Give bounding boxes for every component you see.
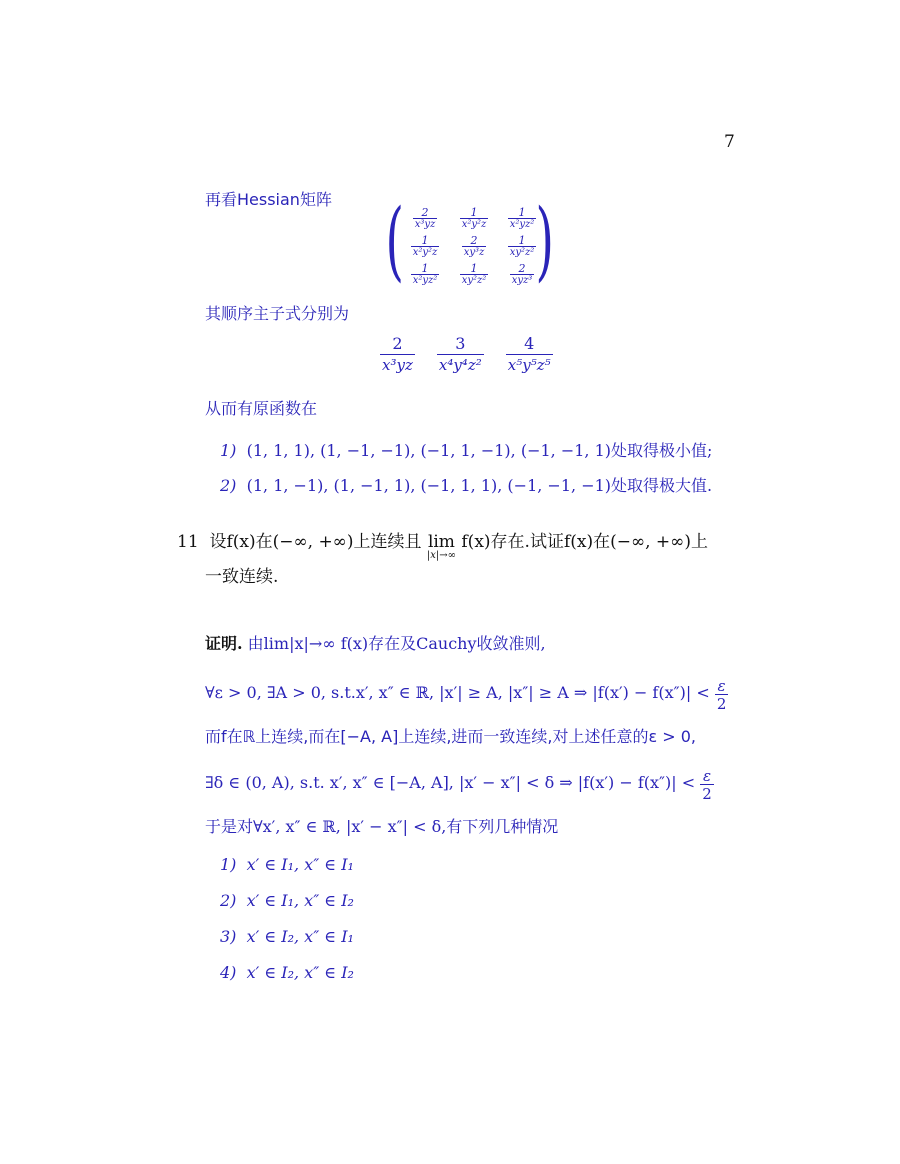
problem-part2: f(x)存在.试证f(x)在(−∞, +∞)上: [461, 532, 708, 552]
matrix-entry: [400, 232, 450, 260]
matrix-entry: [450, 232, 498, 260]
matrix-entry-numerator: 2: [421, 205, 429, 219]
problem-part1: 设f(x)在(−∞, +∞)上连续且: [209, 532, 422, 552]
matrix-entry-denominator: x²yz²: [412, 274, 438, 286]
matrix-entry-numerator: 1: [470, 205, 478, 219]
matrix-entry-denominator: x²y²z: [412, 246, 438, 258]
minors-intro: 其顺序主子式分别为: [205, 304, 350, 323]
principal-minors: [380, 334, 553, 375]
minor-numerator: 3: [455, 334, 466, 353]
case-2: 2) x′ ∈ I₁, x″ ∈ I₂: [220, 891, 354, 910]
hessian-matrix: [385, 191, 555, 292]
hessian-intro: 再看Hessian矩阵: [205, 190, 332, 209]
matrix-grid: [400, 204, 546, 288]
matrix-entry-denominator: xy²z²: [461, 274, 487, 286]
matrix-entry-denominator: x²y²z: [461, 218, 487, 230]
proof-line1: 证明. 由lim|x|→∞ f(x)存在及Cauchy收敛准则,: [205, 634, 546, 653]
proof-line3: 而f在ℝ上连续,而在[−A, A]上连续,进而一致连续,对上述任意的ε > 0,: [205, 727, 697, 746]
proof-line5: 于是对∀x′, x″ ∈ ℝ, |x′ − x″| < δ,有下列几种情况: [205, 817, 559, 836]
minor-fraction: [437, 334, 484, 375]
epsilon-half-1: $\frac{\varepsilon}{2}$: [716, 677, 727, 713]
matrix-entry-numerator: 1: [421, 261, 429, 275]
case-1: 1) x′ ∈ I₁, x″ ∈ I₁: [220, 855, 354, 874]
minor-fraction: [380, 334, 415, 375]
minor-numerator: 2: [392, 334, 403, 353]
matrix-entry-denominator: xy³z: [463, 246, 485, 258]
matrix-entry: [400, 204, 450, 232]
proof-line4: ∃δ ∈ (0, A), s.t. x′, x″ ∈ [−A, A], |x′ − x″| < δ ⇒ |f(x′) − f(x″)| < $\frac{\varepsilon}{2}$: [205, 767, 712, 803]
matrix-entry-numerator: 1: [518, 233, 526, 247]
problem-line2: 一致连续.: [205, 567, 279, 587]
minor-fraction: [506, 334, 553, 375]
matrix-entry-numerator: 1: [518, 205, 526, 219]
case-3: 3) x′ ∈ I₂, x″ ∈ I₁: [220, 927, 354, 946]
matrix-entry-denominator: x³yz: [414, 218, 436, 230]
matrix-entry: [400, 260, 450, 288]
matrix-entry-denominator: xy²z²: [509, 246, 535, 258]
minor-numerator: 4: [524, 334, 535, 353]
case-4: 4) x′ ∈ I₂, x″ ∈ I₂: [220, 963, 354, 982]
right-paren: ): [535, 191, 555, 291]
matrix-entry-denominator: xyz³: [511, 274, 533, 286]
conclusion-intro: 从而有原函数在: [205, 399, 318, 418]
minor-denominator: x⁵y⁵z⁵: [507, 356, 551, 374]
matrix-entry-numerator: 1: [421, 233, 429, 247]
left-paren: (: [385, 191, 405, 291]
epsilon-half-2: $\frac{\varepsilon}{2}$: [702, 767, 712, 803]
extremum-min: 1) (1, 1, 1), (1, −1, −1), (−1, 1, −1), (−1, −1, 1)处取得极小值;: [220, 441, 713, 460]
matrix-entry-numerator: 2: [470, 233, 478, 247]
matrix-entry-denominator: x²yz²: [509, 218, 535, 230]
problem-number: 11: [177, 532, 199, 552]
limit-operator: lim |x|→∞: [426, 531, 456, 561]
matrix-entry: [450, 260, 498, 288]
matrix-entry-numerator: 1: [470, 261, 478, 275]
extremum-max: 2) (1, 1, −1), (1, −1, 1), (−1, 1, 1), (−1, −1, −1)处取得极大值.: [220, 476, 713, 495]
problem-statement: [177, 527, 708, 561]
page-number: 7: [724, 132, 735, 152]
matrix-entry: [450, 204, 498, 232]
minor-denominator: x³yz: [382, 356, 413, 374]
proof-line2: ∀ε > 0, ∃A > 0, s.t.x′, x″ ∈ ℝ, |x′| ≥ A, |x″| ≥ A ⇒ |f(x′) − f(x″)| < $\frac{\varepsilon}{2}$: [205, 677, 727, 713]
matrix-entry-numerator: 2: [518, 261, 526, 275]
proof-label: 证明.: [205, 634, 243, 653]
minor-denominator: x⁴y⁴z²: [438, 356, 482, 374]
